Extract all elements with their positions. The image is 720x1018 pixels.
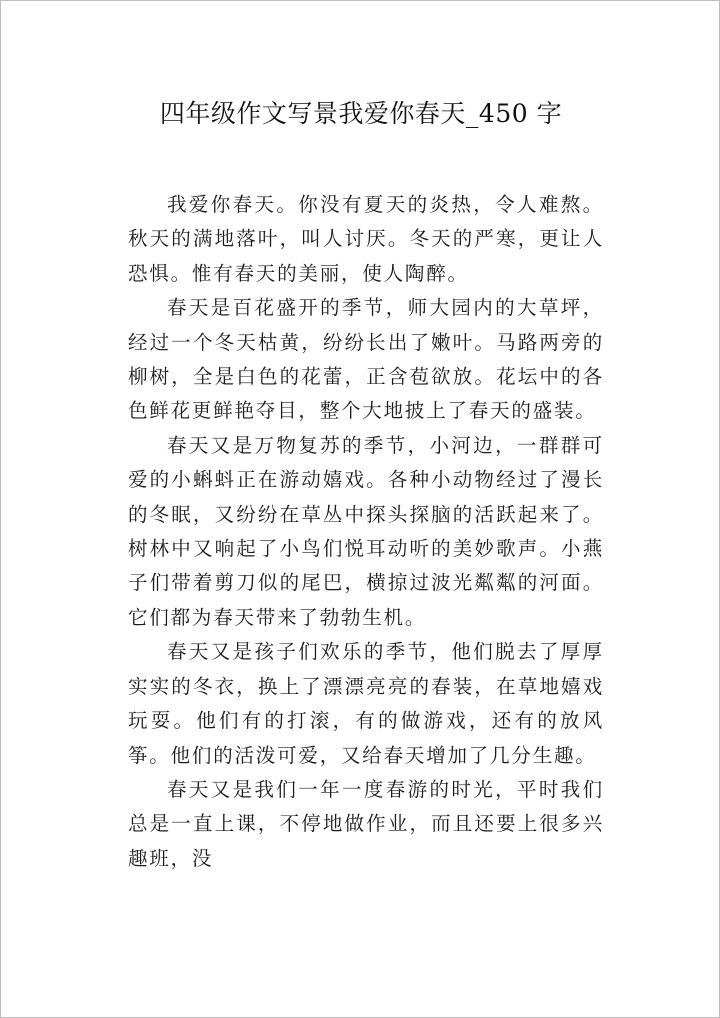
paragraph-4: 春天又是孩子们欢乐的季节，他们脱去了厚厚实实的冬衣，换上了漂漂亮亮的春装，在草地嬉戏玩耍。他们有的打滚，有的做游戏，还有的放风筝。他们的活泼可爱，又给春天增加了几分生趣。 <box>128 640 604 767</box>
paragraph-3: 春天又是万物复苏的季节，小河边，一群群可爱的小蝌蚪正在游动嬉戏。各种小动物经过了漫长的冬眠，又纷纷在草丛中探头探脑的活跃起来了。树林中又响起了小鸟们悦耳动听的美妙歌声。小燕子们带着剪刀似的尾巴，横掠过波光粼粼的河面。它们都为春天带来了勃勃生机。 <box>128 433 604 629</box>
document-title: 四年级作文写景我爱你春天_450 字 <box>159 99 563 128</box>
paragraph-1: 我爱你春天。你没有夏天的炎热，令人难熬。秋天的满地落叶，叫人讨厌。冬天的严寒，更让人恐惧。惟有春天的美丽，使人陶醉。 <box>128 193 604 285</box>
document-body <box>128 188 604 876</box>
paragraph-5: 春天又是我们一年一度春游的时光，平时我们总是一直上课，不停地做作业，而且还要上很多兴趣班，没 <box>128 777 604 870</box>
paragraph-2: 春天是百花盛开的季节，师大园内的大草坪，经过一个冬天枯黄，纷纷长出了嫩叶。马路两旁的柳树，全是白色的花蕾，正含苞欲放。花坛中的各色鲜花更鲜艳夺目，整个大地披上了春天的盛装。 <box>128 296 604 423</box>
